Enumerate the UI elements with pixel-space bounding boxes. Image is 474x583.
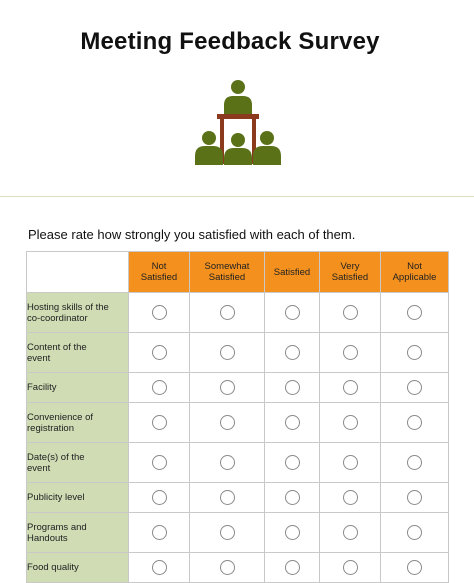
matrix-row-publicity <box>27 483 449 513</box>
radio-button[interactable] <box>407 345 422 360</box>
radio-button[interactable] <box>343 345 358 360</box>
radio-button[interactable] <box>220 305 235 320</box>
row-label: Programs and Handouts <box>27 513 129 553</box>
radio-button[interactable] <box>343 455 358 470</box>
radio-button[interactable] <box>407 415 422 430</box>
matrix-row-registration <box>27 403 449 443</box>
radio-button[interactable] <box>407 560 422 575</box>
radio-button[interactable] <box>152 305 167 320</box>
matrix-header-row <box>27 252 449 293</box>
row-label: Hosting skills of the co-coordinator <box>27 293 129 333</box>
radio-button[interactable] <box>343 525 358 540</box>
row-label: Content of the event <box>27 333 129 373</box>
radio-button[interactable] <box>343 560 358 575</box>
radio-button[interactable] <box>285 415 300 430</box>
radio-button[interactable] <box>152 490 167 505</box>
radio-button[interactable] <box>285 380 300 395</box>
row-label: Convenience of registration <box>27 403 129 443</box>
radio-button[interactable] <box>285 560 300 575</box>
rating-matrix <box>26 251 449 583</box>
row-label: Publicity level <box>27 483 129 513</box>
radio-button[interactable] <box>407 305 422 320</box>
row-label: Food quality <box>27 553 129 583</box>
radio-button[interactable] <box>152 455 167 470</box>
radio-button[interactable] <box>285 345 300 360</box>
radio-button[interactable] <box>285 490 300 505</box>
radio-button[interactable] <box>343 305 358 320</box>
column-header-satisfied: Satisfied <box>265 252 320 293</box>
column-header-very-satisfied: Very Satisfied <box>320 252 381 293</box>
matrix-row-content <box>27 333 449 373</box>
section-divider <box>0 196 474 197</box>
radio-button[interactable] <box>343 490 358 505</box>
radio-button[interactable] <box>407 455 422 470</box>
matrix-row-facility <box>27 373 449 403</box>
radio-button[interactable] <box>152 525 167 540</box>
radio-button[interactable] <box>407 525 422 540</box>
radio-button[interactable] <box>152 345 167 360</box>
radio-button[interactable] <box>343 380 358 395</box>
radio-button[interactable] <box>152 560 167 575</box>
matrix-row-food-quality <box>27 553 449 583</box>
column-header-somewhat-satisfied: Somewhat Satisfied <box>190 252 265 293</box>
radio-button[interactable] <box>220 560 235 575</box>
matrix-row-programs <box>27 513 449 553</box>
column-header-not-applicable: Not Applicable <box>381 252 449 293</box>
radio-button[interactable] <box>152 380 167 395</box>
radio-button[interactable] <box>220 455 235 470</box>
radio-button[interactable] <box>407 490 422 505</box>
meeting-presenter-icon <box>193 78 285 170</box>
radio-button[interactable] <box>220 380 235 395</box>
column-header-not-satisfied: Not Satisfied <box>129 252 190 293</box>
matrix-corner <box>27 252 129 293</box>
radio-button[interactable] <box>220 415 235 430</box>
radio-button[interactable] <box>220 525 235 540</box>
page-title: Meeting Feedback Survey <box>80 28 380 55</box>
matrix-row-event-dates <box>27 443 449 483</box>
radio-button[interactable] <box>220 490 235 505</box>
radio-button[interactable] <box>285 525 300 540</box>
radio-button[interactable] <box>285 455 300 470</box>
radio-button[interactable] <box>285 305 300 320</box>
radio-button[interactable] <box>220 345 235 360</box>
question-prompt: Please rate how strongly you satisfied with each of them. <box>28 227 356 242</box>
row-label: Facility <box>27 373 129 403</box>
row-label: Date(s) of the event <box>27 443 129 483</box>
radio-button[interactable] <box>343 415 358 430</box>
radio-button[interactable] <box>152 415 167 430</box>
matrix-row-hosting-skills <box>27 293 449 333</box>
radio-button[interactable] <box>407 380 422 395</box>
